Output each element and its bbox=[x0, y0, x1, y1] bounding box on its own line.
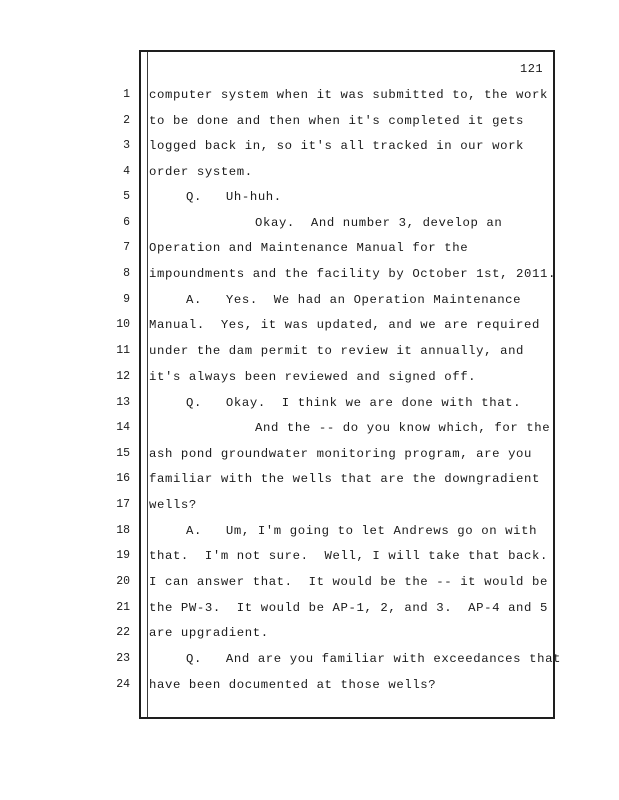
transcript-line: ash pond groundwater monitoring program, are you bbox=[149, 447, 533, 461]
line-number: 3 bbox=[123, 139, 130, 152]
line-number: 18 bbox=[116, 524, 130, 537]
transcript-line: Q. Okay. I think we are done with that. bbox=[186, 396, 522, 410]
transcript-line: Q. Uh-huh. bbox=[186, 190, 282, 204]
transcript-line: are upgradient. bbox=[149, 626, 269, 640]
transcript-line: Manual. Yes, it was updated, and we are required bbox=[149, 318, 540, 332]
transcript-line: familiar with the wells that are the downgradient bbox=[149, 472, 540, 486]
transcript-line: the PW-3. It would be AP-1, 2, and 3. AP-4 and 5 bbox=[149, 601, 548, 615]
line-number: 11 bbox=[116, 344, 130, 357]
transcript-line: Q. And are you familiar with exceedances that bbox=[186, 652, 562, 666]
transcript-line: impoundments and the facility by October 1st, 2011. bbox=[149, 267, 556, 281]
transcript-line: to be done and then when it's completed it gets bbox=[149, 114, 525, 128]
transcript-line: And the -- do you know which, for the bbox=[255, 421, 551, 435]
line-number: 17 bbox=[116, 498, 130, 511]
line-number: 8 bbox=[123, 267, 130, 280]
line-number: 13 bbox=[116, 396, 130, 409]
transcript-line: that. I'm not sure. Well, I will take that back. bbox=[149, 549, 548, 563]
transcript-line: have been documented at those wells? bbox=[149, 678, 437, 692]
line-number: 19 bbox=[116, 549, 130, 562]
line-number: 4 bbox=[123, 165, 130, 178]
transcript-line: it's always been reviewed and signed off. bbox=[149, 370, 477, 384]
line-number: 23 bbox=[116, 652, 130, 665]
line-number: 24 bbox=[116, 678, 130, 691]
page-number: 121 bbox=[520, 62, 544, 76]
line-number: 5 bbox=[123, 190, 130, 203]
transcript-line: I can answer that. It would be the -- it would be bbox=[149, 575, 548, 589]
transcript-line: logged back in, so it's all tracked in our work bbox=[149, 139, 525, 153]
line-number: 20 bbox=[116, 575, 130, 588]
transcript-line: wells? bbox=[149, 498, 197, 512]
line-number: 10 bbox=[116, 318, 130, 331]
line-number: 6 bbox=[123, 216, 130, 229]
line-number: 22 bbox=[116, 626, 130, 639]
line-number: 1 bbox=[123, 88, 130, 101]
transcript-line: order system. bbox=[149, 165, 253, 179]
line-number-column bbox=[0, 0, 139, 800]
line-number: 15 bbox=[116, 447, 130, 460]
transcript-line: Operation and Maintenance Manual for the bbox=[149, 241, 469, 255]
transcript-line: Okay. And number 3, develop an bbox=[255, 216, 503, 230]
line-number: 14 bbox=[116, 421, 130, 434]
line-number: 7 bbox=[123, 241, 130, 254]
line-number: 21 bbox=[116, 601, 130, 614]
line-number: 9 bbox=[123, 293, 130, 306]
line-number: 16 bbox=[116, 472, 130, 485]
transcript-line: A. Um, I'm going to let Andrews go on with bbox=[186, 524, 538, 538]
transcript-line: under the dam permit to review it annually, and bbox=[149, 344, 525, 358]
line-number: 2 bbox=[123, 114, 130, 127]
line-number: 12 bbox=[116, 370, 130, 383]
transcript-line: computer system when it was submitted to, the work bbox=[149, 88, 548, 102]
transcript-line: A. Yes. We had an Operation Maintenance bbox=[186, 293, 522, 307]
